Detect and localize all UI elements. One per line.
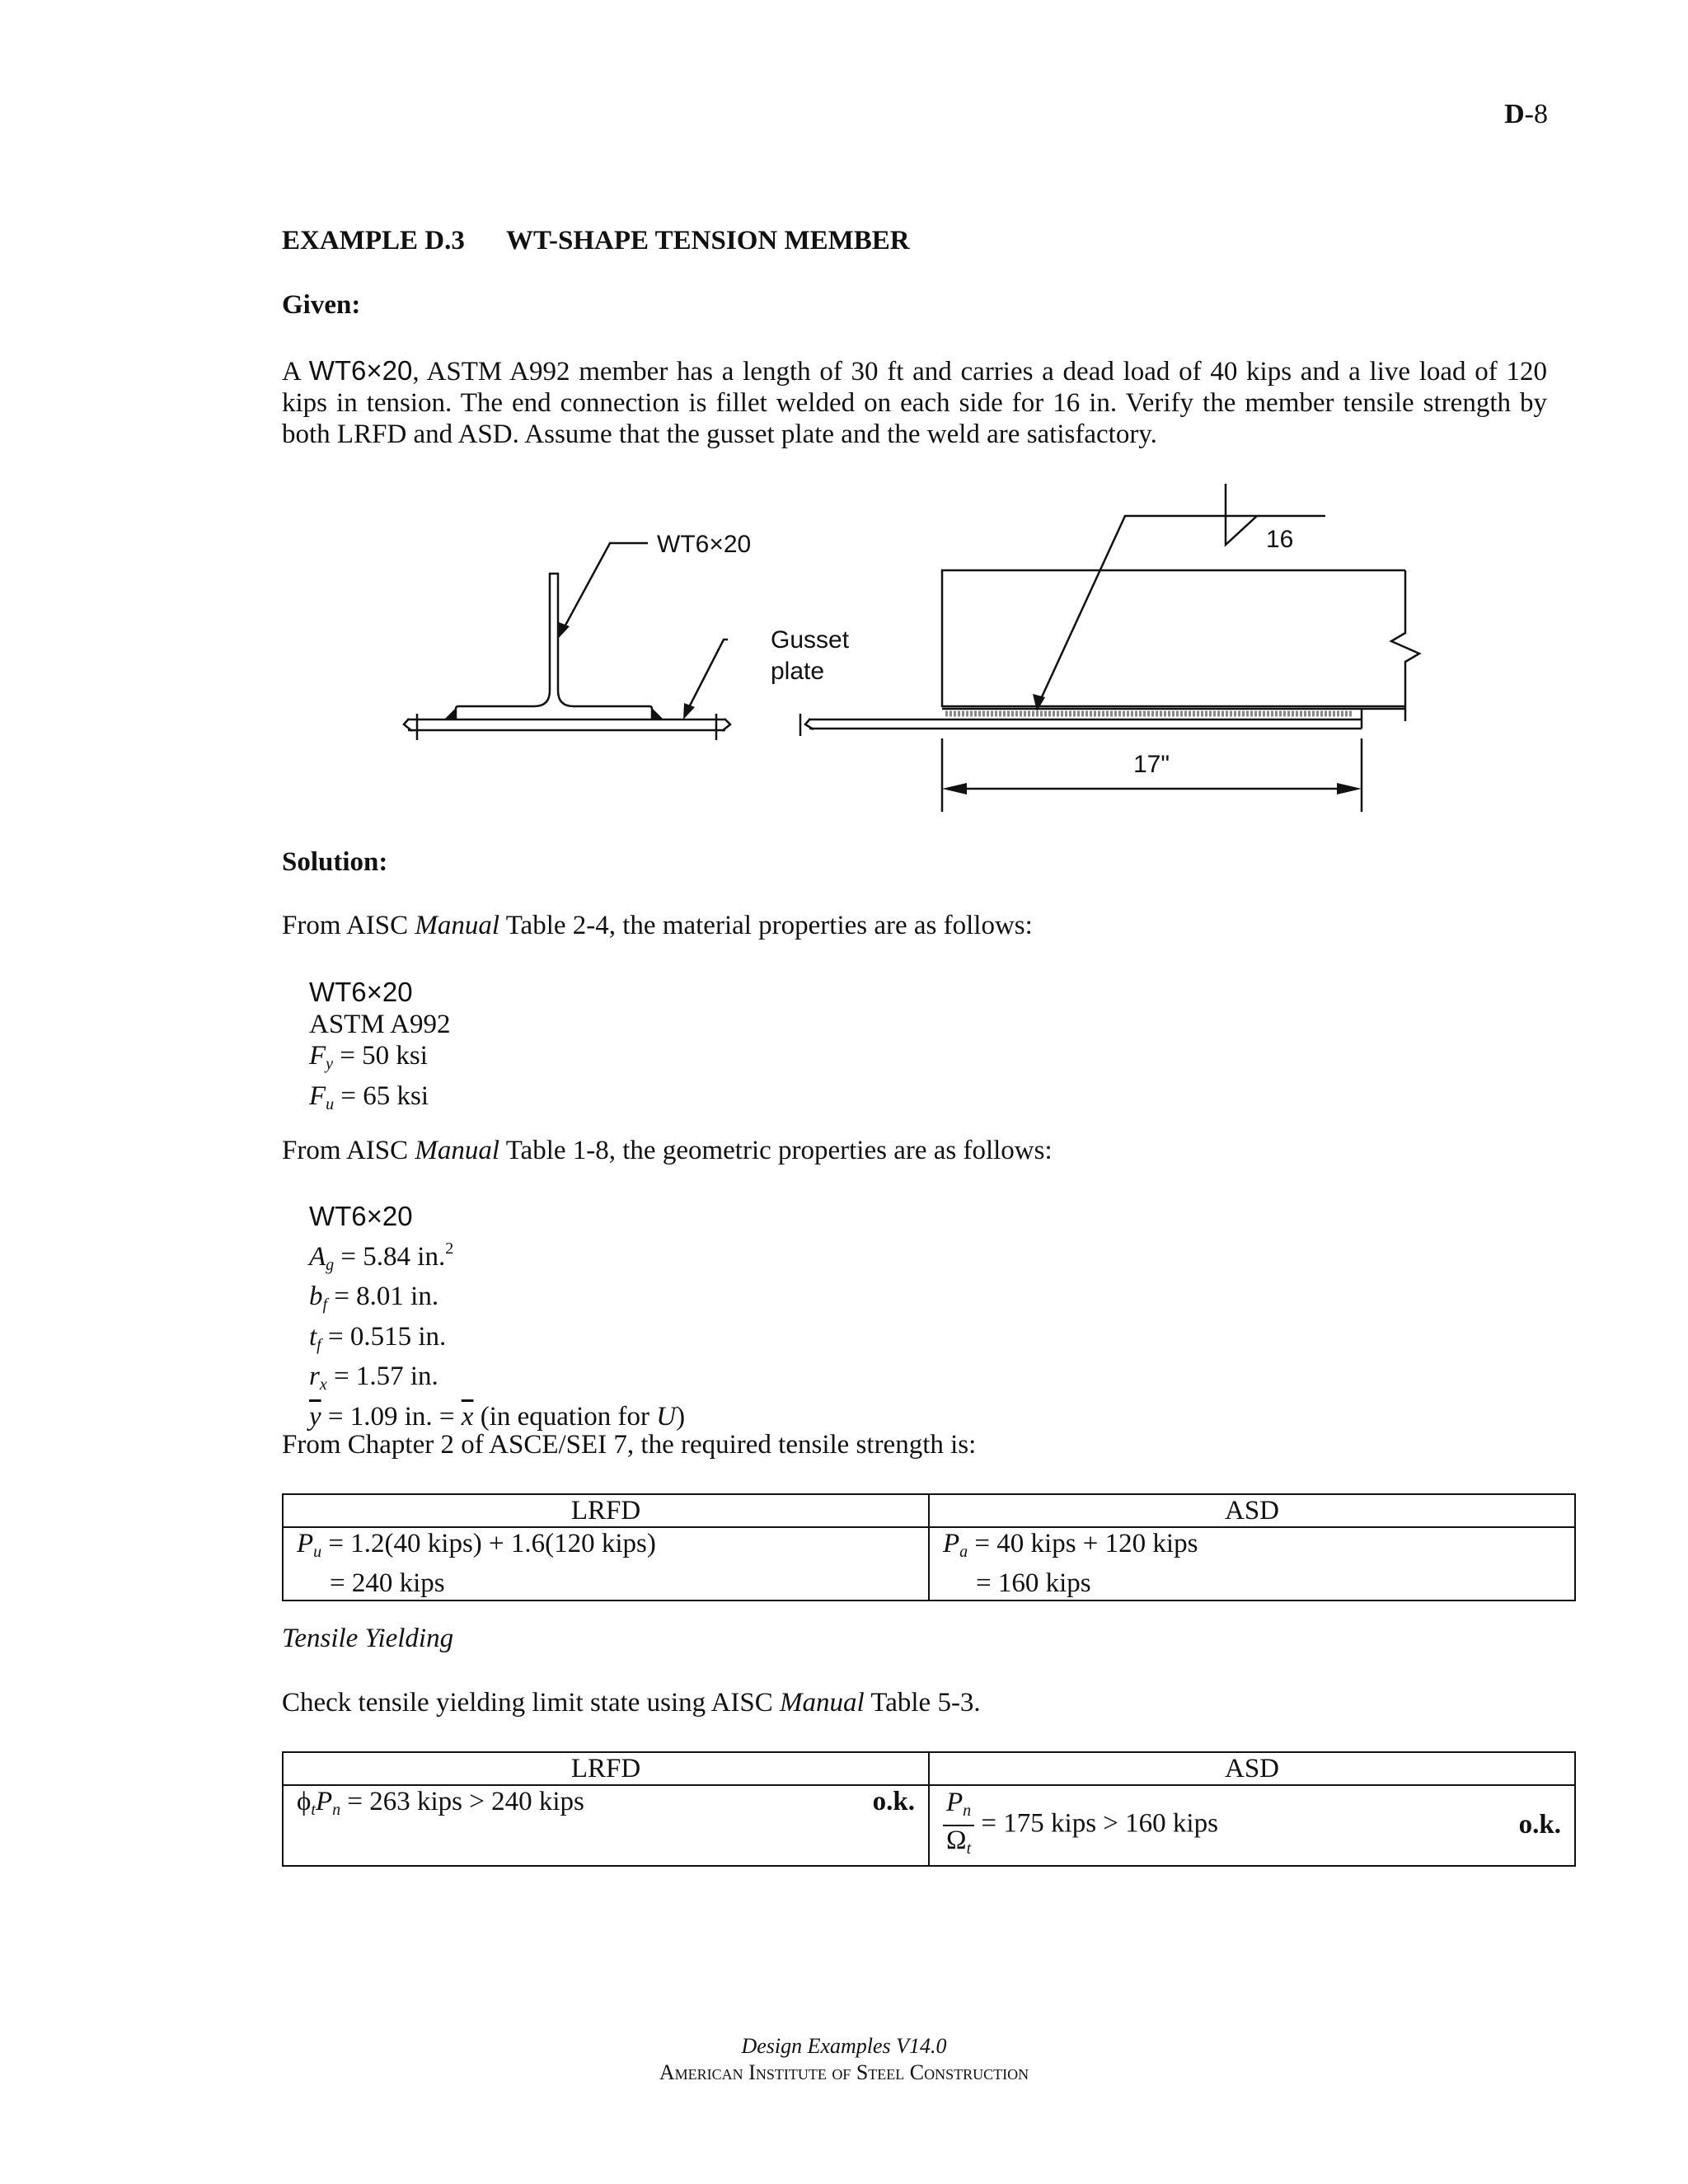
pu-equation: = 1.2(40 kips) + 1.6(120 kips) <box>321 1529 656 1558</box>
pa-equation: = 40 kips + 120 kips <box>968 1529 1198 1558</box>
example-title: WT-SHAPE TENSION MEMBER <box>506 226 910 255</box>
ybar-note-a: (in equation for <box>473 1401 657 1432</box>
pn-sub: n <box>332 1801 341 1819</box>
pa-symbol: P <box>943 1529 960 1558</box>
gusset-label-2: plate <box>771 658 825 685</box>
required-strength-table <box>282 1493 1576 1601</box>
ybar-note-b: ) <box>676 1401 686 1432</box>
table1-asd-header: ASD <box>929 1494 1575 1527</box>
ag-value: = 5.84 in. <box>334 1241 446 1272</box>
bf-sub: f <box>322 1296 328 1314</box>
xbar-symbol: $\overline{x}$ <box>461 1401 474 1432</box>
example-id: EXAMPLE D.3 <box>282 226 465 255</box>
tensile-yielding-table <box>282 1751 1576 1867</box>
material-grade: ASTM A992 <box>309 1009 451 1039</box>
omega-sub: t <box>966 1840 972 1858</box>
geometric-properties <box>309 1201 685 1432</box>
given-heading: Given: <box>282 290 361 320</box>
material-intro <box>282 911 1033 941</box>
wt-label: WT6×20 <box>657 531 752 558</box>
page-number-letter: D <box>1504 99 1525 129</box>
given-text-start: A <box>282 357 309 387</box>
ag-line <box>309 1233 685 1282</box>
pn-symbol: P <box>315 1787 333 1816</box>
geometry-intro-c: Table 1-8, the geometric properties are as follows: <box>499 1136 1053 1165</box>
material-intro-manual: Manual <box>415 911 500 940</box>
bf-symbol: b <box>309 1282 323 1311</box>
table2-asd-header: ASD <box>929 1752 1575 1785</box>
table1-lrfd-header: LRFD <box>283 1494 929 1527</box>
elevation-drawing <box>800 484 1419 812</box>
table2-asd-cell <box>929 1785 1575 1866</box>
ybar-note-u: U <box>656 1401 677 1432</box>
geometry-shape: WT6×20 <box>309 1201 413 1231</box>
tf-line <box>309 1321 685 1361</box>
material-properties <box>309 977 450 1120</box>
geometry-intro-a: From AISC <box>282 1136 415 1165</box>
footer-line-1: Design Examples V14.0 <box>741 2034 947 2058</box>
asd-ok: o.k. <box>1518 1810 1561 1840</box>
frac-pn-sub: n <box>963 1802 972 1820</box>
ag-symbol: A <box>309 1241 326 1272</box>
given-text-rest: , ASTM A992 member has a length of 30 ft and carries a dead load of 40 kips and a live load of 120 kips in tension. The end connection is fillet welded on each side for 16 in. Verify the member tensile strength by both LRFD and ASD. Assume that the gusset plate and the weld are satisfactory. <box>282 357 1547 449</box>
tensile-yielding-heading: Tensile Yielding <box>282 1624 454 1653</box>
yielding-intro-c: Table 5-3. <box>864 1688 981 1718</box>
page-number-value: -8 <box>1524 99 1548 129</box>
pu-sub: u <box>313 1543 322 1561</box>
footer-line-2: American Institute of Steel Construction <box>659 2060 1029 2084</box>
rx-line <box>309 1361 685 1401</box>
fy-sub: y <box>326 1055 334 1073</box>
material-intro-c: Table 2-4, the material properties are as follows: <box>499 911 1033 940</box>
fu-line <box>309 1080 450 1121</box>
fu-value: = 65 ksi <box>334 1080 429 1111</box>
bf-value: = 8.01 in. <box>327 1282 439 1311</box>
required-strength-intro: From Chapter 2 of ASCE/SEI 7, the required tensile strength is: <box>282 1430 977 1460</box>
omega-symbol: Ω <box>946 1825 967 1855</box>
tf-sub: f <box>316 1335 321 1354</box>
yielding-intro <box>282 1688 981 1718</box>
ybar-symbol: $\overline{y}$ <box>309 1401 321 1432</box>
pa-sub: a <box>959 1543 968 1561</box>
phi-symbol: ϕ <box>297 1787 312 1816</box>
material-intro-a: From AISC <box>282 911 415 940</box>
geometry-intro-manual: Manual <box>415 1136 500 1165</box>
pu-symbol: P <box>297 1529 314 1558</box>
pa-result: = 160 kips <box>976 1568 1091 1598</box>
pu-result: = 240 kips <box>330 1568 445 1598</box>
lrfd-ok: o.k. <box>872 1787 915 1816</box>
asd-yield-value: = 175 kips > 160 kips <box>974 1808 1218 1839</box>
ybar-value: = 1.09 in. = <box>321 1401 462 1432</box>
ag-sub: g <box>326 1255 335 1274</box>
lrfd-yield-value: = 263 kips > 240 kips <box>340 1787 584 1816</box>
rx-symbol: r <box>309 1361 320 1391</box>
gusset-label-1: Gusset <box>771 626 850 654</box>
table2-lrfd-header: LRFD <box>283 1752 929 1785</box>
fy-line <box>309 1040 450 1080</box>
weld-size-label: 16 <box>1266 526 1294 553</box>
pn-over-omega <box>943 1788 974 1863</box>
geometry-intro <box>282 1136 1053 1166</box>
fy-value: = 50 ksi <box>333 1041 428 1071</box>
table1-asd-cell <box>929 1527 1575 1601</box>
table1-lrfd-cell <box>283 1527 929 1601</box>
material-shape: WT6×20 <box>309 977 413 1007</box>
fu-symbol: F <box>309 1080 326 1111</box>
rx-sub: x <box>319 1376 327 1394</box>
yielding-intro-manual: Manual <box>780 1688 865 1718</box>
frac-pn-symbol: P <box>946 1788 964 1817</box>
yielding-intro-a: Check tensile yielding limit state using AISC <box>282 1688 781 1718</box>
fu-sub: u <box>326 1094 335 1113</box>
fy-symbol: F <box>309 1041 326 1071</box>
tf-value: = 0.515 in. <box>321 1321 447 1352</box>
tf-symbol: t <box>309 1321 317 1352</box>
ag-sup: 2 <box>445 1239 454 1258</box>
dimension-label: 17" <box>1133 751 1170 778</box>
rx-value: = 1.57 in. <box>326 1361 438 1391</box>
table2-lrfd-cell <box>283 1785 929 1866</box>
ybar-line <box>309 1401 685 1433</box>
solution-heading: Solution: <box>282 847 388 877</box>
connection-figure <box>0 0 1688 841</box>
bf-line <box>309 1281 685 1321</box>
phi-sub: t <box>311 1801 316 1819</box>
given-shape: WT6×20 <box>308 355 413 386</box>
